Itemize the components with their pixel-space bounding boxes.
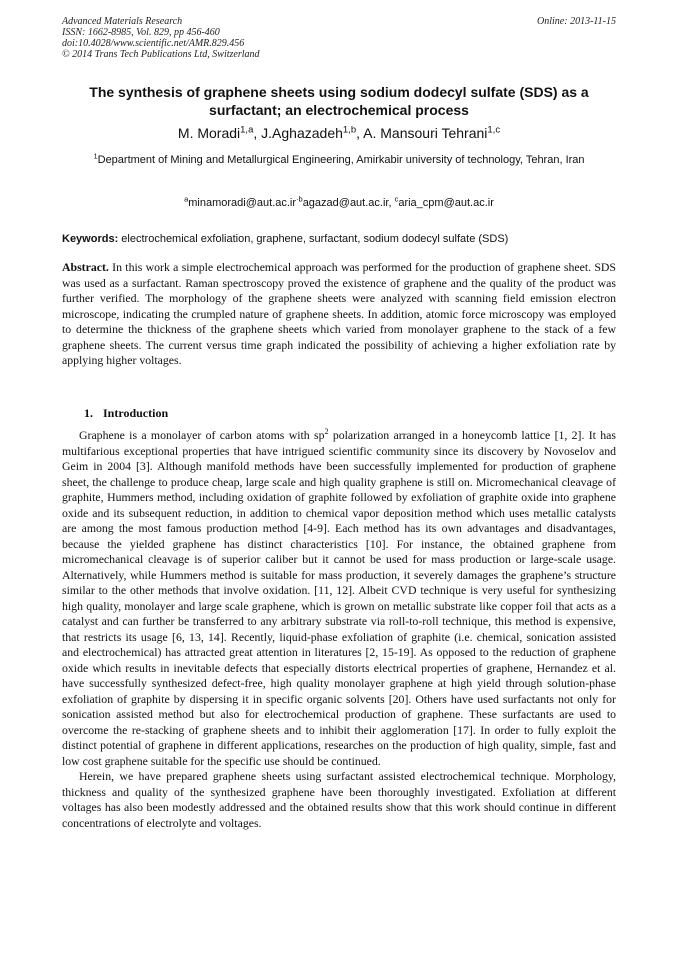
journal-name: Advanced Materials Research (62, 16, 183, 27)
email-address: agazad@aut.ac.ir (302, 197, 389, 209)
abstract-text: In this work a simple electrochemical approach was performed for the production of graphene sheet. SDS was used as a surfactant. Raman spectroscopy proved the existence of graphene and the quality of the product was further verified. The morphology of the graphene sheets were analyzed with scanning field emission electron microscope, indicating the crumpled nature of graphene sheets. In addition, atomic force microscopy was employed to determine the thickness of the graphene sheets which varied from monolayer graphene to the stack of a few graphene sheets. The current versus time graph indicated the possibility of achieving a higher exfoliation rate by applying higher voltages. (62, 260, 616, 367)
section-heading (84, 406, 168, 421)
affiliation (62, 152, 616, 168)
email-address: aria_cpm@aut.ac.ir (398, 197, 494, 209)
issn-line: ISSN: 1662-8985, Vol. 829, pp 456-460 (62, 27, 220, 38)
author-name: M. Moradi (177, 125, 241, 141)
paper-title: The synthesis of graphene sheets using sodium dodecyl sulfate (SDS) as a surfactant; an electrochemical process (89, 84, 589, 118)
author-superscript: 1,c (487, 124, 501, 136)
introduction-body (62, 428, 616, 831)
paragraph-text: Graphene is a monolayer of carbon atoms with sp (79, 428, 325, 442)
author-superscript: 1,a (240, 124, 254, 136)
paragraph-text: polarization arranged in a honeycomb lattice [1, 2]. It has multifarious exceptional properties that have intrigued scientific community since its discovery by Novoselov and Geim in 2004 [3]. Although manifold methods have been successfully implemented for production of graphene sheet, the challenge to produce cheap, large scale and high quality graphene is still on. Micromechanical cleavage of graphite, Hummers method, including oxidation of graphite followed by exfoliation of graphite oxide into graphene oxide and its subsequent reduction, in addition to chemical vapor deposition method which uses metallic catalysts are among the most famous production method [4-9]. Each method has its own advantages and disadvantages, because the yielded graphene has distinct characteristics [10]. For instance, the obtained graphene from micromechanical cleavage is of superior caliber but it cannot be used for mass production or large-scale usage. Alternatively, while Hummers method is suitable for mass production, it severely damages the graphene’s structure similar to the other methods that involve oxidation. [11, 12]. Albeit CVD technique is very useful for synthesizing high quality, monolayer and large scale graphene, which is grown on metallic substrate like copper foil that acts as a catalyst and can further be transferred to any arbitrary substrate via roll-to-roll technique, this method is expensive, that restricts its usage [6, 13, 14]. Recently, liquid-phase exfoliation of graphite (i.e. chemical, sonication assisted and electrochemical) has attracted great attention in literatures [2, 15-19]. As opposed to the reduction of graphene oxide which results in inevitable defects that especially distorts electrical properties of graphene, Hernandez et al. have successfully synthesized defect-free, high quality monolayer graphene at high yield through solution-phase exfoliation of graphite by dispersing it in specific organic solvents [20]. Others have used surfactants not only for sonication assisted method but also for electrochemical production of graphene. These surfactants are used to overcome the re-stacking of graphene sheets and to inhibit their agglomeration [17]. In order to fully exploit the distinct potential of graphene in different applications, researches on the production of high quality, simple, fast and low cost graphene suitable for the specific use should be continued. (62, 428, 616, 768)
paragraph (62, 428, 616, 769)
email-separator: · (296, 194, 299, 204)
section-title: Introduction (103, 406, 169, 420)
journal-header (62, 16, 616, 60)
keywords-label: Keywords: (62, 233, 119, 245)
author-name: J.Aghazadeh (261, 125, 343, 141)
author-name: A. Mansouri Tehrani (363, 125, 488, 141)
affiliation-superscript: 1 (93, 151, 98, 161)
abstract (62, 260, 616, 369)
author-separator: , (356, 125, 364, 141)
email-superscript: a (184, 194, 189, 204)
email-address: minamoradi@aut.ac.ir (188, 197, 297, 209)
copyright-line: © 2014 Trans Tech Publications Ltd, Switzerland (62, 49, 260, 60)
section-number: 1. (84, 406, 93, 420)
email-superscript: b (298, 194, 303, 204)
email-separator: , (388, 197, 395, 209)
online-date: Online: 2013-11-15 (537, 16, 616, 27)
author-separator: , (253, 125, 262, 141)
email-superscript: c (394, 194, 399, 204)
keywords-text: electrochemical exfoliation, graphene, surfactant, sodium dodecyl sulfate (SDS) (118, 233, 509, 245)
author-superscript: 1,b (342, 124, 357, 136)
affiliation-text: Department of Mining and Metallurgical Engineering, Amirkabir university of technology, Tehran, Iran (97, 154, 585, 166)
email-list (62, 196, 616, 210)
paragraph-superscript: 2 (324, 427, 329, 437)
paragraph: Herein, we have prepared graphene sheets using surfactant assisted electrochemical technique. Morphology, thickness and quality of the synthesized graphene have been thoroughly investigated. Exfoliation at different voltages has also been modestly addressed and the obtained results show that this work should continue in different concentrations of electrolyte and voltages. (62, 769, 616, 830)
keywords (62, 232, 616, 246)
doi-line: doi:10.4028/www.scientific.net/AMR.829.456 (62, 38, 245, 49)
abstract-label: Abstract. (62, 260, 109, 274)
author-list (62, 124, 616, 142)
